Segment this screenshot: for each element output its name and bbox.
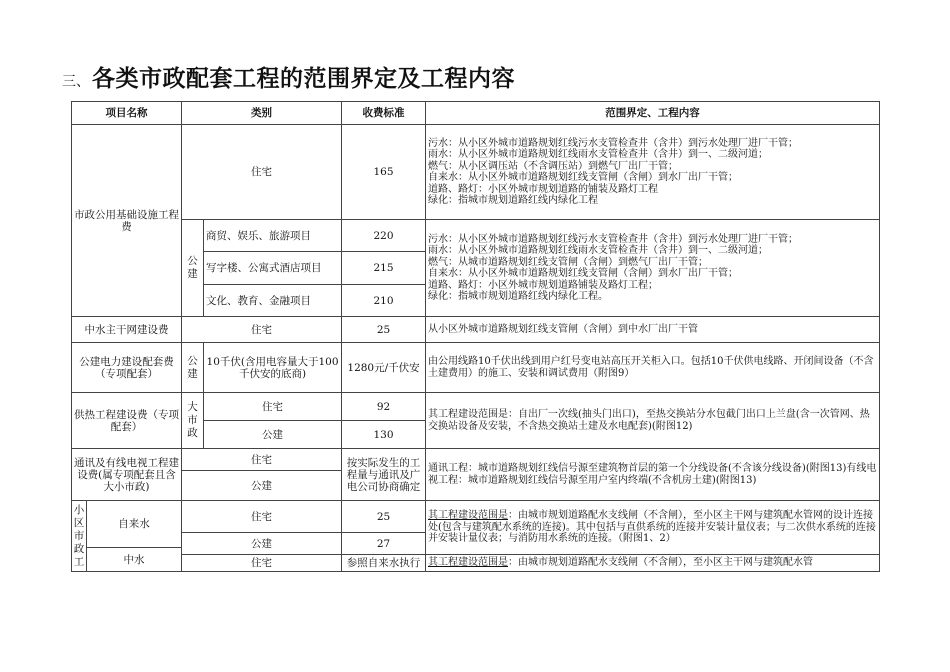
fee-cell: 165 [342,125,426,220]
fee-cell: 参照自来水执行 [342,554,426,571]
scope-line: 绿化：指城市规划道路红线内绿化工程。 [428,291,609,302]
scope-line: 道路、路灯：小区外城市规划道路铺装及路灯工程； [428,279,659,291]
table-row [72,125,880,220]
fee-cell: 1280元/千伏安 [342,343,426,393]
category-cell: 住宅 [182,449,342,471]
fee-cell: 130 [342,421,426,449]
scope-cell: 由公用线路10千伏出线到用户红号变电站高压开关柜入口。包括10千伏供电线路、开闭间设备（不含土建费用）的施工、安装和调试费用（附图9） [426,343,880,393]
section-title: 各类市政配套工程的范围界定及工程内容 [92,65,515,92]
project-name: 中水主干网建设费 [72,317,182,343]
header-project-name: 项目名称 [72,102,182,125]
scope-cell [426,220,880,317]
category-cell: 公建 [182,533,342,555]
project-name: 公建电力建设配套费（专项配套） [72,343,182,393]
scope-text: ：由城市规划道路配水支线闸（不含闸），至小区主干网与建筑配水管网的设计连接处(包含与建筑配水系统的连接)。其中包括与直供系统的连接并安装计量仪表；与二次供水系统的连接并安装计量仪表；与消防用水系统的连接。（附图1、2） [428,510,876,545]
fee-cell: 按实际发生的工程量与通讯及广电公司协商确定 [342,449,426,501]
small-municipal-label: 小区市政工 [72,501,87,571]
fee-cell: 25 [342,501,426,533]
header-fee: 收费标准 [342,102,426,125]
table-row [72,317,880,343]
scope-line: 自来水：从小区外城市道路规划红线支管闸（含闸）到水厂出厂干管； [428,268,739,279]
project-name: 市政公用基础设施工程费 [72,125,182,317]
table-header-row [72,102,880,125]
section-number: 三、 [62,74,90,90]
header-category: 类别 [182,102,342,125]
scope-table [71,101,880,572]
scope-line: 雨水：从小区外城市道路规划红线雨水支管检查井（含井）到一、二级河道； [428,245,769,256]
public-label: 公建 [182,343,204,393]
page-title [62,60,515,93]
category-cell: 公建 [204,421,342,449]
category-cell: 10千伏(含用电容量大于100千伏安的底商) [204,343,342,393]
table-row [72,554,880,571]
scope-cell [426,125,880,220]
scope-line: 雨水：从小区外城市道路规划红线雨水支管检查井（含井）到一、二级河道； [428,149,769,160]
scope-prefix: 其工程建设范围是 [428,557,509,569]
scope-line: 燃气：从小区调压站（不含调压站）到燃气厂出厂干管； [428,160,679,172]
category-cell: 住宅 [182,554,342,571]
table-row [72,449,880,471]
scope-cell: 从小区外城市道路规划红线支管闸（含闸）到中水厂出厂干管 [426,317,880,343]
category-cell: 住宅 [182,501,342,533]
header-scope: 范围界定、工程内容 [426,102,880,125]
table-row [72,220,880,252]
table-row [72,343,880,393]
category-cell: 住宅 [182,125,342,220]
scope-line: 污水：从小区外城市道路规划红线污水支管检查井（含井）到污水处理厂进厂干管； [428,233,799,245]
fee-cell: 220 [342,220,426,252]
scope-line: 污水：从小区外城市道路规划红线污水支管检查井（含井）到污水处理厂进厂干管； [428,137,799,149]
scope-line: 自来水：从小区外城市道路规划红线支管闸（含闸）到水厂出厂干管； [428,172,739,183]
project-name: 通讯及有线电视工程建设费(属专项配套且含大小市政) [72,449,182,501]
category-cell: 住宅 [182,317,342,343]
category-cell: 文化、教育、金融项目 [204,285,342,317]
category-cell: 写字楼、公寓式酒店项目 [204,252,342,285]
fee-cell: 92 [342,393,426,421]
scope-line: 绿化：指城市规划道路红线内绿化工程 [428,195,599,206]
scope-cell [426,501,880,555]
project-name: 供热工程建设费（专项配套） [72,393,182,449]
category-cell: 住宅 [204,393,342,421]
scope-prefix: 其工程建设范围是 [428,510,509,522]
municipal-label: 大市政 [182,393,204,449]
scope-cell [426,554,880,571]
project-name: 自来水 [87,501,181,548]
scope-line: 燃气：从城市道路规划红线支管闸（含闸）到燃气厂出厂干管； [428,256,709,268]
category-cell: 公建 [182,471,342,501]
scope-text: ：由城市规划道路配水支线闸（不含闸），至小区主干网与建筑配水管 [508,557,814,569]
table-row [72,393,880,421]
fee-cell: 25 [342,317,426,343]
scope-cell: 其工程建设范围是：自出厂一次线(抽头门出口)，至热交换站分水包截门出口上兰盘(含一次管网、热交换站设备及安装，不含热交换站土建及水电配套)(附图12) [426,393,880,449]
fee-cell: 215 [342,252,426,285]
public-label: 公建 [182,220,204,317]
table-row [72,501,880,533]
scope-line: 道路、路灯：小区外城市规划道路的铺装及路灯工程 [428,183,659,195]
fee-cell: 27 [342,533,426,555]
project-name: 中水 [123,553,145,566]
scope-cell: 通讯工程：城市道路规划红线信号源至建筑物首层的第一个分线设备(不含该分线设备)(附图13)有线电视工程：城市道路规划红线信号源至用户室内终端(不含机房土建)(附图13) [426,449,880,501]
category-cell: 商贸、娱乐、旅游项目 [204,220,342,252]
fee-cell: 210 [342,285,426,317]
small-municipal-cell [72,501,182,572]
